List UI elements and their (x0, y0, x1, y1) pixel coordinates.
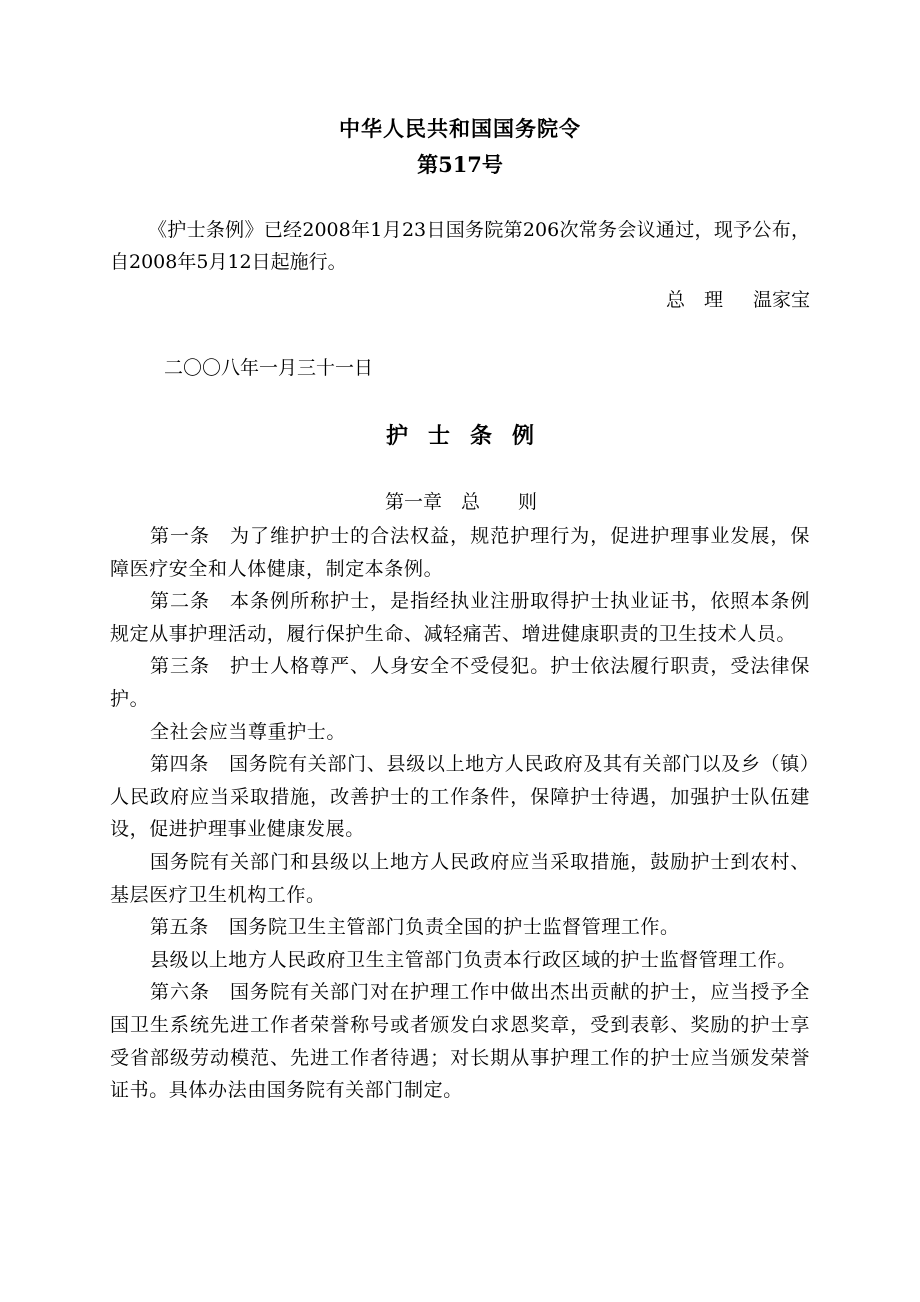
article-text: 本条例所称护士，是指经执业注册取得护士执业证书，依照本条例规定从事护理活动，履行保护生命、减轻痛苦、增进健康职责的卫生技术人员。 (110, 590, 810, 645)
article-paragraph (110, 520, 810, 585)
article-number: 第二条 (150, 590, 211, 613)
article-paragraph (110, 911, 810, 944)
article-text: 全社会应当尊重护士。 (150, 720, 347, 743)
announcement-paragraph: 《护士条例》已经2008年1月23日国务院第206次常务会议通过，现予公布，自2008年5月12日起施行。 (110, 219, 810, 273)
article-number: 第一条 (150, 525, 211, 547)
signer-name: 温家宝 (752, 289, 810, 311)
article-text: 国务院有关部门和县级以上地方人民政府应当采取措施，鼓励护士到农村、基层医疗卫生机构工作。 (110, 850, 810, 906)
signature-line (666, 284, 810, 316)
chapter-heading: 第一章 总 则 (384, 491, 537, 513)
article-text: 国务院有关部门、县级以上地方人民政府及其有关部门以及乡（镇）人民政府应当采取措施，改善护士的工作条件，保障护士待遇，加强护士队伍建设，促进护理事业健康发展。 (110, 753, 810, 841)
signer-role: 总 理 (665, 289, 723, 311)
article-paragraph (110, 748, 810, 846)
article-text: 县级以上地方人民政府卫生主管部门负责本行政区域的护士监督管理工作。 (150, 948, 797, 971)
article-text: 护士人格尊严、人身安全不受侵犯。护士依法履行职责，受法律保护。 (110, 655, 810, 710)
article-paragraph (110, 585, 810, 650)
article-paragraph (110, 976, 810, 1106)
article-paragraph (110, 716, 810, 749)
article-text: 国务院卫生主管部门负责全国的护士监督管理工作。 (228, 916, 680, 939)
article-number: 第五条 (150, 916, 209, 939)
decree-number: 第517号 (417, 152, 503, 177)
article-text: 国务院有关部门对在护理工作中做出杰出贡献的护士，应当授予全国卫生系统先进工作者荣誉称号或者颁发白求恩奖章，受到表彰、奖励的护士享受省部级劳动模范、先进工作者待遇；对长期从事护理工作的护士应当颁发荣誉证书。具体办法由国务院有关部门制定。 (110, 981, 810, 1102)
decree-title: 中华人民共和国国务院令 (339, 116, 581, 141)
article-number: 第六条 (150, 981, 211, 1004)
articles-body (110, 520, 810, 1107)
article-number: 第三条 (150, 655, 211, 678)
article-paragraph (110, 944, 810, 977)
law-title: 护士条例 (385, 423, 554, 449)
article-text: 为了维护护士的合法权益，规范护理行为，促进护理事业发展，保障医疗安全和人体健康，制定本条例。 (110, 525, 810, 580)
article-number: 第四条 (150, 753, 210, 776)
article-paragraph (110, 650, 810, 715)
issue-date: 二〇〇八年一月三十一日 (164, 357, 374, 379)
article-paragraph (110, 846, 810, 911)
